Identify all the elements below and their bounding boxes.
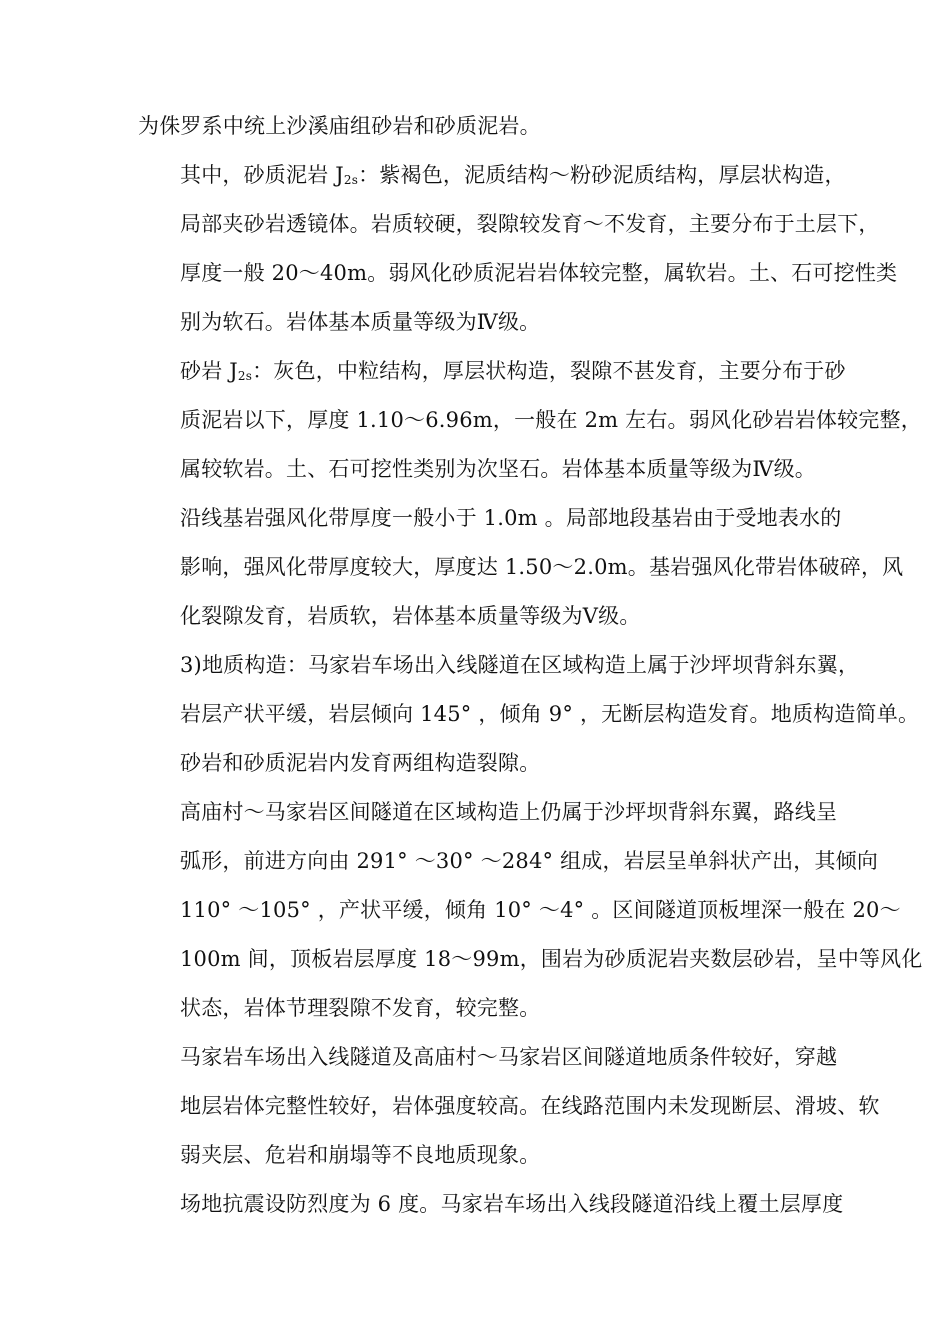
paragraph-2-subscript: 2s (237, 369, 253, 383)
paragraph-5-line-4: 100m 间，顶板岩层厚度 18～99m，围岩为砂质泥岩夹数层砂岩，呈中等风化 (180, 947, 923, 971)
paragraph-2 (138, 347, 922, 494)
paragraph-1-line-2: 局部夹砂岩透镜体。岩质较硬，裂隙较发育～不发育，主要分布于土层下， (180, 212, 880, 236)
paragraph-3 (138, 494, 904, 641)
paragraph-2-line-3: 属较软岩。土、石可挖性类别为次坚石。岩体基本质量等级为Ⅳ级。 (180, 457, 816, 481)
paragraph-4 (138, 641, 920, 788)
paragraph-0 (138, 102, 898, 151)
paragraph-6-line-3: 弱夹层、危岩和崩塌等不良地质现象。 (180, 1143, 541, 1167)
paragraph-0-line-1: 为侏罗系中统上沙溪庙组砂岩和砂质泥岩。 (138, 114, 541, 138)
paragraph-4-line-2: 岩层产状平缓，岩层倾向 145° ，倾角 9° ，无断层构造发育。地质构造简单。 (180, 702, 920, 726)
paragraph-5 (138, 788, 923, 1033)
paragraph-1-subscript: 2s (343, 173, 359, 187)
paragraph-5-line-1: 高庙村～马家岩区间隧道在区域构造上仍属于沙坪坝背斜东翼，路线呈 (180, 800, 838, 824)
paragraph-1-line-4: 别为软石。岩体基本质量等级为Ⅳ级。 (180, 310, 541, 334)
paragraph-5-line-5: 状态，岩体节理裂隙不发育，较完整。 (180, 996, 541, 1020)
paragraph-1-lead: 其中，砂质泥岩 J (180, 163, 344, 187)
paragraph-3-line-3: 化裂隙发育，岩质软，岩体基本质量等级为Ⅴ级。 (180, 604, 641, 628)
paragraph-1-first-line-rest: ：紫褐色，泥质结构～粉砂泥质结构，厚层状构造， (358, 163, 846, 187)
paragraph-2-lead: 砂岩 J (180, 359, 238, 383)
paragraph-1 (138, 151, 898, 347)
paragraph-1-line-3: 厚度一般 20～40m。弱风化砂质泥岩岩体较完整，属软岩。土、石可挖性类 (180, 261, 898, 285)
paragraph-1-line-1 (138, 151, 898, 200)
paragraph-5-line-3: 110° ～105° ，产状平缓，倾角 10° ～4° 。区间隧道顶板埋深一般在 20～ (180, 898, 901, 922)
paragraph-6-line-2: 地层岩体完整性较好，岩体强度较高。在线路范围内未发现断层、滑坡、软 (180, 1094, 880, 1118)
paragraph-5-line-2: 弧形，前进方向由 291° ～30° ～284° 组成，岩层呈单斜状产出，其倾向 (180, 849, 879, 873)
paragraph-3-line-1: 沿线基岩强风化带厚度一般小于 1.0m 。局部地段基岩由于受地表水的 (180, 506, 842, 530)
paragraph-6 (138, 1033, 898, 1180)
paragraph-7-line-1: 场地抗震设防烈度为 6 度。马家岩车场出入线段隧道沿线上覆土层厚度 (180, 1192, 844, 1216)
paragraph-6-line-1: 马家岩车场出入线隧道及高庙村～马家岩区间隧道地质条件较好，穿越 (180, 1045, 838, 1069)
paragraph-2-line-1 (138, 347, 898, 396)
paragraph-4-line-3: 砂岩和砂质泥岩内发育两组构造裂隙。 (180, 751, 541, 775)
paragraph-2-first-line-rest: ：灰色，中粒结构，厚层状构造，裂隙不甚发育，主要分布于砂 (252, 359, 846, 383)
paragraph-3-line-2: 影响，强风化带厚度较大，厚度达 1.50～2.0m。基岩强风化带岩体破碎，风 (180, 555, 904, 579)
paragraph-7 (138, 1180, 898, 1229)
paragraph-4-line-1: 3)地质构造：马家岩车场出入线隧道在区域构造上属于沙坪坝背斜东翼， (180, 653, 860, 677)
paragraph-2-line-2: 质泥岩以下，厚度 1.10～6.96m，一般在 2m 左右。弱风化砂岩岩体较完整， (180, 408, 922, 432)
document-body (138, 102, 923, 1229)
